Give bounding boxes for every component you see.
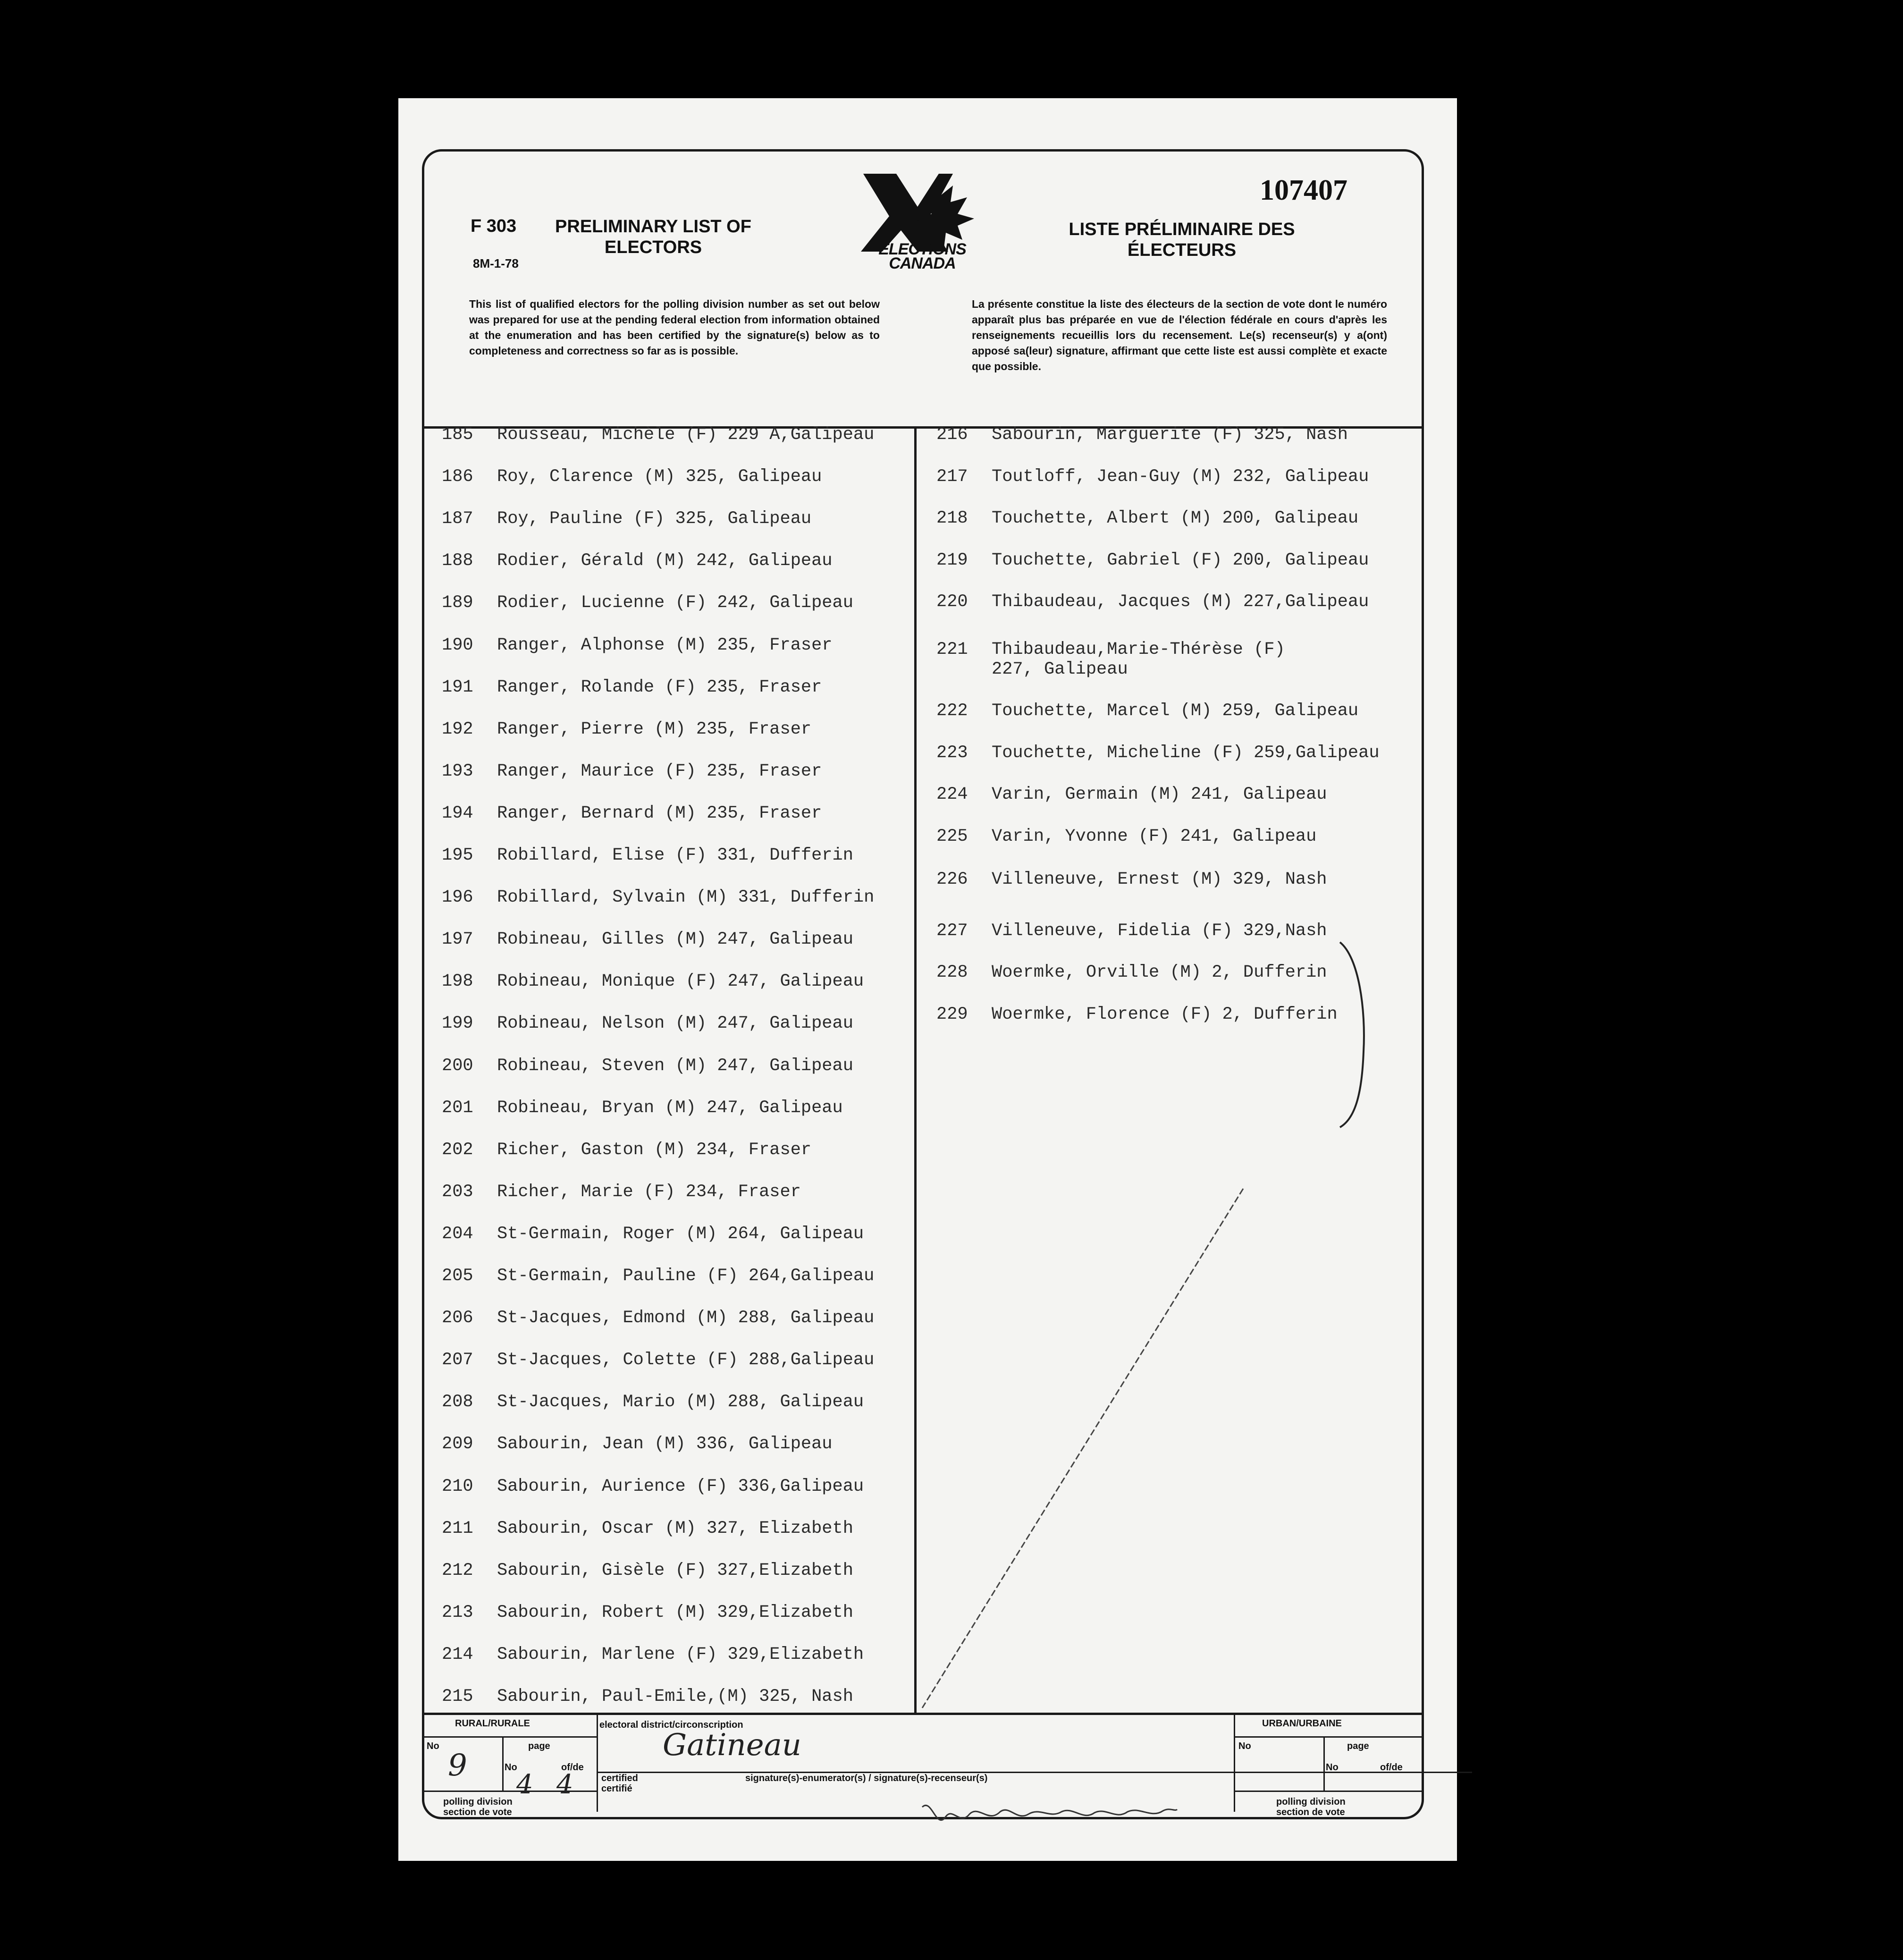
urban-section-de-vote-label: section de vote	[1276, 1807, 1345, 1817]
elector-entry	[442, 1098, 843, 1118]
elector-details: Rodier, Gérald (M) 242, Galipeau	[497, 551, 833, 571]
elector-details: Sabourin, Marlene (F) 329,Elizabeth	[497, 1644, 864, 1664]
elector-details: St-Jacques, Mario (M) 288, Galipeau	[497, 1392, 864, 1412]
elector-number: 197	[442, 929, 473, 950]
elector-details: Thibaudeau, Jacques (M) 227,Galipeau	[992, 592, 1369, 612]
elector-number: 221	[936, 639, 968, 659]
elector-number: 189	[442, 593, 473, 613]
urban-box-top	[1234, 1736, 1424, 1738]
elector-entry	[936, 508, 1358, 528]
elector-number: 211	[442, 1518, 473, 1538]
elector-number: 194	[442, 803, 473, 823]
logo-text: ELECTIONS CANADA	[878, 240, 966, 272]
elector-details: St-Germain, Pauline (F) 264,Galipeau	[497, 1266, 875, 1286]
elector-number: 207	[442, 1350, 473, 1370]
elector-entry	[442, 1224, 864, 1244]
elector-details: Ranger, Maurice (F) 235, Fraser	[497, 761, 822, 781]
elector-entry	[442, 635, 833, 655]
elector-entry	[442, 1140, 811, 1160]
elector-entry	[936, 592, 1369, 612]
page-number: 4	[516, 1769, 533, 1800]
elector-number: 218	[936, 508, 968, 528]
elector-number: 208	[442, 1392, 473, 1412]
elector-details: Sabourin, Paul-Emile,(M) 325, Nash	[497, 1687, 853, 1707]
elector-number: 213	[442, 1602, 473, 1622]
urban-box-divider	[1234, 1715, 1235, 1812]
elector-details: Roy, Clarence (M) 325, Galipeau	[497, 467, 822, 487]
elector-number: 222	[936, 701, 968, 721]
elector-entry	[442, 551, 833, 571]
elector-details: Ranger, Rolande (F) 235, Fraser	[497, 677, 822, 697]
urban-box-bottom	[1234, 1791, 1424, 1792]
elector-entry	[442, 1014, 853, 1033]
elector-entry	[936, 870, 1327, 889]
form-date: 8M-1-78	[473, 256, 519, 270]
elector-number: 227	[936, 921, 968, 941]
certified-label-fr: certifié	[601, 1783, 632, 1794]
elector-details: Sabourin, Oscar (M) 327, Elizabeth	[497, 1518, 853, 1538]
elector-number: 226	[936, 870, 968, 889]
elector-number: 191	[442, 677, 473, 697]
elector-details: Ranger, Bernard (M) 235, Fraser	[497, 803, 822, 823]
elector-entry	[936, 467, 1369, 487]
elector-number: 199	[442, 1014, 473, 1034]
elector-entry	[442, 887, 874, 907]
rural-no-label: No	[427, 1741, 439, 1751]
page-total: 4	[556, 1769, 573, 1800]
elector-details: Touchette, Albert (M) 200, Galipeau	[992, 508, 1359, 528]
elector-details: Robillard, Sylvain (M) 331, Dufferin	[497, 887, 875, 908]
elector-details: Touchette, Micheline (F) 259,Galipeau	[992, 743, 1380, 763]
elector-number: 198	[442, 972, 473, 992]
elector-number: 188	[442, 551, 473, 571]
elector-details: Ranger, Alphonse (M) 235, Fraser	[497, 635, 833, 655]
elector-entry	[936, 1005, 1338, 1024]
elector-number: 224	[936, 785, 968, 804]
elector-entry	[442, 1056, 853, 1076]
elector-number: 229	[936, 1004, 968, 1024]
elector-details: St-Germain, Roger (M) 264, Galipeau	[497, 1224, 864, 1244]
elector-entry	[442, 1350, 874, 1370]
rural-page-no-label: No	[505, 1762, 517, 1773]
urban-no-label: No	[1238, 1741, 1251, 1751]
elector-number: 209	[442, 1434, 473, 1454]
elector-details: St-Jacques, Edmond (M) 288, Galipeau	[497, 1308, 875, 1328]
elector-entry	[442, 1308, 874, 1328]
elector-details: Richer, Marie (F) 234, Fraser	[497, 1182, 801, 1202]
elector-details: Richer, Gaston (M) 234, Fraser	[497, 1140, 812, 1160]
elector-number: 204	[442, 1224, 473, 1244]
title-french: LISTE PRÉLIMINAIRE DES ÉLECTEURS	[1069, 220, 1295, 260]
elector-entry	[442, 1392, 864, 1412]
elector-entry	[936, 640, 1285, 679]
elector-entry	[442, 425, 874, 445]
elector-number: 214	[442, 1644, 473, 1664]
elector-number: 196	[442, 887, 473, 908]
elector-entry	[442, 929, 853, 949]
elector-entry	[442, 467, 822, 487]
elector-details: Woermke, Orville (M) 2, Dufferin	[992, 963, 1327, 982]
elector-details: Rousseau, Michèle (F) 229 A,Galipeau	[497, 425, 875, 445]
elector-number: 200	[442, 1056, 473, 1076]
elector-entry	[936, 425, 1348, 445]
elector-details: Touchette, Gabriel (F) 200, Galipeau	[992, 550, 1369, 570]
elector-number: 203	[442, 1182, 473, 1202]
elector-number: 190	[442, 635, 473, 655]
elector-number: 228	[936, 963, 968, 982]
elector-details: Woermke, Florence (F) 2, Dufferin	[992, 1004, 1338, 1024]
elector-number: 187	[442, 509, 473, 529]
elector-number: 206	[442, 1308, 473, 1328]
elector-entry	[442, 593, 853, 613]
elector-number: 212	[442, 1560, 473, 1580]
signature-label: signature(s)-enumerator(s) / signature(s)-recenseur(s)	[745, 1773, 988, 1783]
elector-details: Robillard, Elise (F) 331, Dufferin	[497, 845, 853, 865]
urban-page-label: page	[1347, 1741, 1369, 1751]
elector-number: 223	[936, 743, 968, 763]
elector-number: 186	[442, 467, 473, 487]
elector-details: Toutloff, Jean-Guy (M) 232, Galipeau	[992, 466, 1369, 487]
elector-entry	[936, 743, 1380, 763]
rural-box-divider	[597, 1715, 598, 1812]
elector-entry	[936, 827, 1316, 846]
elector-number: 193	[442, 761, 473, 781]
elector-entry	[442, 719, 811, 739]
elector-entry	[442, 1645, 864, 1664]
elector-number: 210	[442, 1476, 473, 1496]
elector-number: 215	[442, 1687, 473, 1707]
form-number: F 303	[471, 216, 517, 236]
elector-details: Sabourin, Robert (M) 329,Elizabeth	[497, 1602, 853, 1622]
elector-entry	[442, 1477, 864, 1496]
rural-page-label: page	[528, 1741, 550, 1751]
elector-entry	[442, 1519, 853, 1538]
elector-number: 225	[936, 826, 968, 846]
elector-details: Thibaudeau,Marie-Thérèse (F)	[992, 639, 1285, 659]
elector-details: Robineau, Bryan (M) 247, Galipeau	[497, 1098, 843, 1118]
elector-details: Robineau, Gilles (M) 247, Galipeau	[497, 929, 853, 950]
elector-entry	[442, 1561, 853, 1580]
elector-entry	[442, 509, 811, 529]
elector-entry	[936, 921, 1327, 941]
column-divider	[914, 426, 917, 1714]
strike-through-line	[918, 1184, 1248, 1713]
elector-details: Sabourin, Gisèle (F) 327,Elizabeth	[497, 1560, 853, 1580]
elector-number: 202	[442, 1140, 473, 1160]
elector-number: 192	[442, 719, 473, 739]
elector-number: 205	[442, 1266, 473, 1286]
elector-entry	[936, 701, 1358, 721]
rural-page-divider	[502, 1736, 504, 1791]
elector-entry	[442, 1182, 801, 1202]
certified-line	[597, 1772, 1472, 1773]
elector-details: Robineau, Monique (F) 247, Galipeau	[497, 972, 864, 992]
certified-label-en: certified	[601, 1773, 638, 1783]
footer-divider	[422, 1713, 1424, 1715]
elector-entry	[936, 550, 1369, 570]
elector-entry	[442, 1603, 853, 1622]
polling-division-number: 9	[448, 1748, 467, 1783]
elector-number: 185	[442, 425, 473, 445]
elector-entry	[442, 1266, 874, 1286]
handwritten-bracket-mark	[1338, 938, 1371, 1132]
urban-label: URBAN/URBAINE	[1262, 1718, 1342, 1729]
elector-number: 195	[442, 845, 473, 865]
urban-page-no-label: No	[1326, 1762, 1339, 1773]
elector-entry	[442, 803, 822, 823]
elector-entry	[442, 845, 853, 865]
urban-of-label: of/de	[1380, 1762, 1403, 1773]
elector-details: Roy, Pauline (F) 325, Galipeau	[497, 509, 812, 529]
elector-number: 201	[442, 1098, 473, 1118]
elector-details: Varin, Yvonne (F) 241, Galipeau	[992, 826, 1317, 846]
elector-entry	[442, 1434, 833, 1454]
elector-details: Villeneuve, Ernest (M) 329, Nash	[992, 870, 1327, 889]
elector-entry	[442, 972, 864, 991]
rural-section-de-vote-label: section de vote	[443, 1807, 512, 1817]
urban-page-divider	[1323, 1736, 1325, 1791]
electoral-district-value: Gatineau	[663, 1728, 801, 1763]
elector-entry	[936, 785, 1327, 804]
rural-label: RURAL/RURALE	[455, 1718, 530, 1729]
elector-details: Villeneuve, Fidelia (F) 329,Nash	[992, 921, 1327, 941]
elector-details: Robineau, Steven (M) 247, Galipeau	[497, 1056, 853, 1076]
rural-of-label: of/de	[561, 1762, 584, 1773]
urban-polling-division-label: polling division	[1276, 1797, 1346, 1807]
rural-box-top	[422, 1736, 597, 1738]
elector-details: Sabourin, Aurience (F) 336,Galipeau	[497, 1476, 864, 1496]
elector-details: Sabourin, Jean (M) 336, Galipeau	[497, 1434, 833, 1454]
elector-entry	[936, 963, 1327, 982]
enumerator-signature-icon	[918, 1793, 1182, 1835]
intro-paragraph-french: La présente constitue la liste des électeurs de la section de vote dont le numéro apparaît plus bas préparée en vue de l'élection fédérale en cours d'après les renseignements recueillis lors du recensement. Le(s) recenseur(s) y a(ont) apposé sa(leur) signature, affirmant que cette liste est aussi complète et exacte que possible.	[972, 298, 1387, 372]
elector-number: 216	[936, 425, 968, 445]
rural-polling-division-label: polling division	[443, 1797, 513, 1807]
elector-details: Robineau, Nelson (M) 247, Galipeau	[497, 1014, 853, 1034]
elector-details: Ranger, Pierre (M) 235, Fraser	[497, 719, 812, 739]
elector-number: 220	[936, 592, 968, 612]
intro-paragraph-english: This list of qualified electors for the polling division number as set out below was prepared for use at the pending federal election from information obtained at the enumeration and has been certified by the signature(s) below as to completeness and correctness so far as is possible.	[469, 298, 880, 357]
elector-number: 217	[936, 466, 968, 487]
elector-number: 219	[936, 550, 968, 570]
elector-entry	[442, 1687, 853, 1707]
elector-entry	[442, 677, 822, 697]
elector-entry	[442, 761, 822, 781]
title-english: PRELIMINARY LIST OF ELECTORS	[555, 217, 751, 257]
elector-details: Varin, Germain (M) 241, Galipeau	[992, 785, 1327, 804]
serial-number: 107407	[1260, 174, 1347, 206]
elector-details-continued: 227, Galipeau	[992, 659, 1128, 679]
electors-list-sheet	[398, 98, 1457, 1861]
elector-details: Touchette, Marcel (M) 259, Galipeau	[992, 701, 1359, 721]
elector-details: St-Jacques, Colette (F) 288,Galipeau	[497, 1350, 875, 1370]
electoral-district-label: electoral district/circonscription	[599, 1720, 743, 1730]
elector-details: Rodier, Lucienne (F) 242, Galipeau	[497, 593, 853, 613]
elector-details: Sabourin, Marguerite (F) 325, Nash	[992, 425, 1348, 445]
